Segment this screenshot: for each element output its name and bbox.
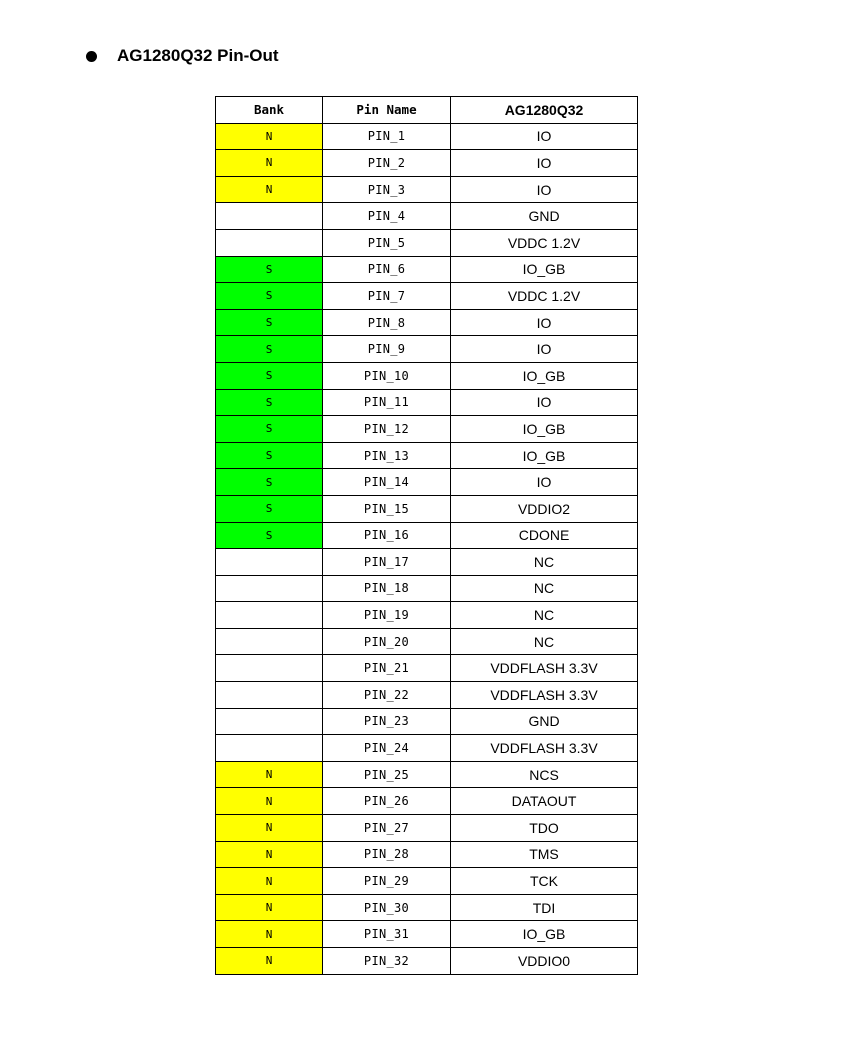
function-cell: IO: [451, 309, 638, 336]
function-cell: TDO: [451, 815, 638, 842]
bank-cell: S: [216, 362, 323, 389]
function-cell: IO: [451, 123, 638, 150]
function-cell: IO_GB: [451, 256, 638, 283]
function-cell: GND: [451, 203, 638, 230]
function-cell: TDI: [451, 894, 638, 921]
table-row: [216, 123, 638, 150]
header-pin-name: Pin Name: [323, 97, 451, 124]
pin-name-cell: PIN_26: [323, 788, 451, 815]
bank-cell: [216, 602, 323, 629]
table-row: [216, 708, 638, 735]
function-cell: TMS: [451, 841, 638, 868]
bullet-icon: [86, 51, 97, 62]
pin-name-cell: PIN_31: [323, 921, 451, 948]
bank-cell: S: [216, 256, 323, 283]
bank-cell: N: [216, 921, 323, 948]
pin-name-cell: PIN_5: [323, 229, 451, 256]
section-heading: [86, 46, 279, 66]
table-row: [216, 442, 638, 469]
table-row: [216, 150, 638, 177]
pin-name-cell: PIN_12: [323, 416, 451, 443]
table-row: [216, 921, 638, 948]
table-row: [216, 868, 638, 895]
table-row: [216, 815, 638, 842]
table-row: [216, 894, 638, 921]
pin-name-cell: PIN_28: [323, 841, 451, 868]
function-cell: VDDIO0: [451, 948, 638, 975]
pin-name-cell: PIN_3: [323, 176, 451, 203]
function-cell: NC: [451, 602, 638, 629]
bank-cell: N: [216, 868, 323, 895]
bank-cell: N: [216, 150, 323, 177]
function-cell: DATAOUT: [451, 788, 638, 815]
bank-cell: [216, 575, 323, 602]
header-function: AG1280Q32: [451, 97, 638, 124]
function-cell: VDDFLASH 3.3V: [451, 735, 638, 762]
bank-cell: [216, 549, 323, 576]
bank-cell: S: [216, 336, 323, 363]
table-header-row: [216, 97, 638, 124]
bank-cell: N: [216, 788, 323, 815]
bank-cell: [216, 203, 323, 230]
function-cell: VDDC 1.2V: [451, 283, 638, 310]
pin-name-cell: PIN_13: [323, 442, 451, 469]
pin-name-cell: PIN_14: [323, 469, 451, 496]
table-row: [216, 362, 638, 389]
table-row: [216, 416, 638, 443]
bank-cell: S: [216, 442, 323, 469]
table-row: [216, 602, 638, 629]
function-cell: NC: [451, 549, 638, 576]
pin-name-cell: PIN_2: [323, 150, 451, 177]
function-cell: CDONE: [451, 522, 638, 549]
pin-name-cell: PIN_24: [323, 735, 451, 762]
table-row: [216, 176, 638, 203]
function-cell: NCS: [451, 761, 638, 788]
bank-cell: N: [216, 894, 323, 921]
bank-cell: N: [216, 841, 323, 868]
pin-name-cell: PIN_11: [323, 389, 451, 416]
function-cell: GND: [451, 708, 638, 735]
pin-name-cell: PIN_25: [323, 761, 451, 788]
function-cell: VDDFLASH 3.3V: [451, 655, 638, 682]
pin-name-cell: PIN_1: [323, 123, 451, 150]
function-cell: TCK: [451, 868, 638, 895]
table-row: [216, 336, 638, 363]
bank-cell: S: [216, 309, 323, 336]
pin-name-cell: PIN_23: [323, 708, 451, 735]
pin-name-cell: PIN_15: [323, 495, 451, 522]
bank-cell: N: [216, 176, 323, 203]
bank-cell: S: [216, 389, 323, 416]
table-row: [216, 229, 638, 256]
bank-cell: S: [216, 283, 323, 310]
function-cell: IO_GB: [451, 416, 638, 443]
table-row: [216, 203, 638, 230]
bank-cell: [216, 655, 323, 682]
bank-cell: [216, 229, 323, 256]
pin-name-cell: PIN_10: [323, 362, 451, 389]
function-cell: VDDFLASH 3.3V: [451, 682, 638, 709]
pin-name-cell: PIN_8: [323, 309, 451, 336]
function-cell: NC: [451, 575, 638, 602]
function-cell: IO: [451, 389, 638, 416]
function-cell: VDDC 1.2V: [451, 229, 638, 256]
function-cell: IO: [451, 176, 638, 203]
function-cell: IO_GB: [451, 921, 638, 948]
header-bank: Bank: [216, 97, 323, 124]
pin-name-cell: PIN_18: [323, 575, 451, 602]
pin-name-cell: PIN_29: [323, 868, 451, 895]
bank-cell: [216, 735, 323, 762]
function-cell: IO: [451, 469, 638, 496]
pin-name-cell: PIN_17: [323, 549, 451, 576]
table-row: [216, 948, 638, 975]
table-row: [216, 283, 638, 310]
bank-cell: S: [216, 522, 323, 549]
page-title: AG1280Q32 Pin-Out: [117, 46, 279, 65]
table-row: [216, 549, 638, 576]
pin-name-cell: PIN_6: [323, 256, 451, 283]
table-row: [216, 841, 638, 868]
function-cell: IO_GB: [451, 442, 638, 469]
table-row: [216, 309, 638, 336]
bank-cell: N: [216, 761, 323, 788]
table-row: [216, 522, 638, 549]
table-row: [216, 682, 638, 709]
function-cell: IO: [451, 336, 638, 363]
table-row: [216, 389, 638, 416]
bank-cell: [216, 682, 323, 709]
pin-name-cell: PIN_22: [323, 682, 451, 709]
table-row: [216, 788, 638, 815]
pin-name-cell: PIN_9: [323, 336, 451, 363]
bank-cell: S: [216, 495, 323, 522]
table-row: [216, 495, 638, 522]
pinout-table: [215, 96, 638, 975]
pin-name-cell: PIN_32: [323, 948, 451, 975]
bank-cell: N: [216, 123, 323, 150]
bank-cell: [216, 708, 323, 735]
table-row: [216, 469, 638, 496]
pin-name-cell: PIN_7: [323, 283, 451, 310]
pin-name-cell: PIN_27: [323, 815, 451, 842]
bank-cell: [216, 628, 323, 655]
table-row: [216, 655, 638, 682]
function-cell: IO: [451, 150, 638, 177]
table-row: [216, 628, 638, 655]
table-row: [216, 256, 638, 283]
function-cell: VDDIO2: [451, 495, 638, 522]
pin-name-cell: PIN_19: [323, 602, 451, 629]
pin-name-cell: PIN_21: [323, 655, 451, 682]
table-row: [216, 575, 638, 602]
table-row: [216, 735, 638, 762]
bank-cell: S: [216, 416, 323, 443]
pin-name-cell: PIN_30: [323, 894, 451, 921]
pin-name-cell: PIN_20: [323, 628, 451, 655]
pin-name-cell: PIN_16: [323, 522, 451, 549]
bank-cell: N: [216, 815, 323, 842]
pin-name-cell: PIN_4: [323, 203, 451, 230]
function-cell: NC: [451, 628, 638, 655]
bank-cell: N: [216, 948, 323, 975]
function-cell: IO_GB: [451, 362, 638, 389]
table-row: [216, 761, 638, 788]
bank-cell: S: [216, 469, 323, 496]
